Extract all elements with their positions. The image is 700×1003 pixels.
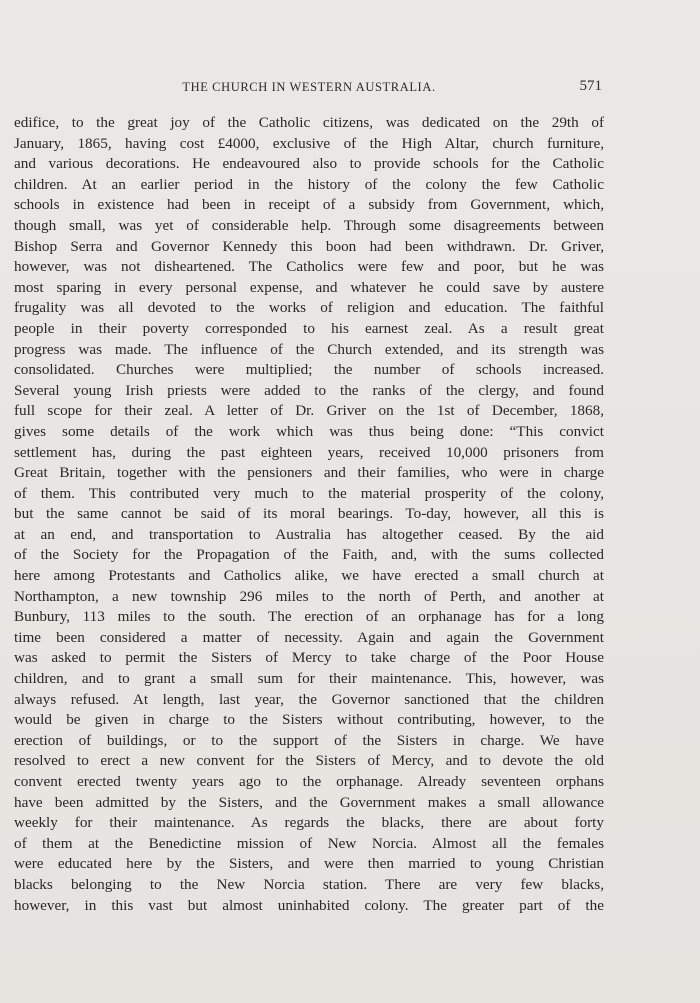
text-line: consolidated. Churches were multiplied; the number of schools increased. [14,361,604,379]
text-line: schools in existence had been in receipt of a subsidy from Government, which, [14,196,604,214]
text-line: blacks belonging to the New Norcia station. There are very few blacks, [14,875,604,893]
text-line: at an end, and transportation to Australia has altogether ceased. By the aid [14,525,604,543]
text-line: but the same cannot be said of its moral bearings. To-day, however, all this is [14,505,604,523]
text-line: Northampton, a new township 296 miles to the north of Perth, and another at [14,587,604,605]
text-line: progress was made. The influence of the Church extended, and its strength was [14,340,604,358]
text-line: always refused. At length, last year, the Governor sanctioned that the children [14,690,604,708]
text-line: was asked to permit the Sisters of Mercy to take charge of the Poor House [14,649,604,667]
running-head [14,78,604,98]
text-line: January, 1865, having cost £4000, exclusive of the High Altar, church furniture, [14,134,604,152]
text-line: children. At an earlier period in the history of the colony the few Catholic [14,175,604,193]
text-line: weekly for their maintenance. As regards the blacks, there are about forty [14,814,604,832]
text-line: frugality was all devoted to the works of religion and education. The faithful [14,299,604,317]
text-line: of them. This contributed very much to the material prosperity of the colony, [14,484,604,502]
text-line: would be given in charge to the Sisters without contributing, however, to the [14,711,604,729]
text-line: however, in this vast but almost uninhabited colony. The greater part of the [14,896,604,914]
text-line: resolved to erect a new convent for the Sisters of Mercy, and to devote the old [14,752,604,770]
text-line: full scope for their zeal. A letter of Dr. Griver on the 1st of December, 1868, [14,402,604,420]
running-title: THE CHURCH IN WESTERN AUSTRALIA. [182,80,436,94]
text-line: Great Britain, together with the pensioners and their families, who were in charge [14,464,604,482]
text-line: of them at the Benedictine mission of New Norcia. Almost all the females [14,834,604,852]
text-line: most sparing in every personal expense, and whatever he could save by austere [14,278,604,296]
text-line: and various decorations. He endeavoured also to provide schools for the Catholic [14,155,604,173]
text-line: edifice, to the great joy of the Catholic citizens, was dedicated on the 29th of [14,114,604,131]
text-line: erection of buildings, or to the support of the Sisters in charge. We have [14,731,604,749]
text-line: Bunbury, 113 miles to the south. The erection of an orphanage has for a long [14,608,604,626]
text-line: time been considered a matter of necessity. Again and again the Government [14,628,604,646]
text-line: of the Society for the Propagation of the Faith, and, with the sums collected [14,546,604,564]
text-line: have been admitted by the Sisters, and the Government makes a small allowance [14,793,604,811]
text-line: however, was not disheartened. The Catholics were few and poor, but he was [14,258,604,276]
text-line: Bishop Serra and Governor Kennedy this boon had been withdrawn. Dr. Griver, [14,237,604,255]
page-number: 571 [579,78,602,94]
text-line: gives some details of the work which was thus being done: “This convict [14,422,604,440]
text-line: Several young Irish priests were added to the ranks of the clergy, and found [14,381,604,399]
text-line: here among Protestants and Catholics alike, we have erected a small church at [14,567,604,585]
text-line: children, and to grant a small sum for their maintenance. This, however, was [14,670,604,688]
text-line: were educated here by the Sisters, and were then married to young Christian [14,855,604,873]
body-text [14,113,604,916]
text-line: though small, was yet of considerable help. Through some disagreements between [14,216,604,234]
text-line: people in their poverty corresponded to his earnest zeal. As a result great [14,319,604,337]
text-line: settlement has, during the past eighteen years, received 10,000 prisoners from [14,443,604,461]
text-line: convent erected twenty years ago to the orphanage. Already seventeen orphans [14,773,604,790]
